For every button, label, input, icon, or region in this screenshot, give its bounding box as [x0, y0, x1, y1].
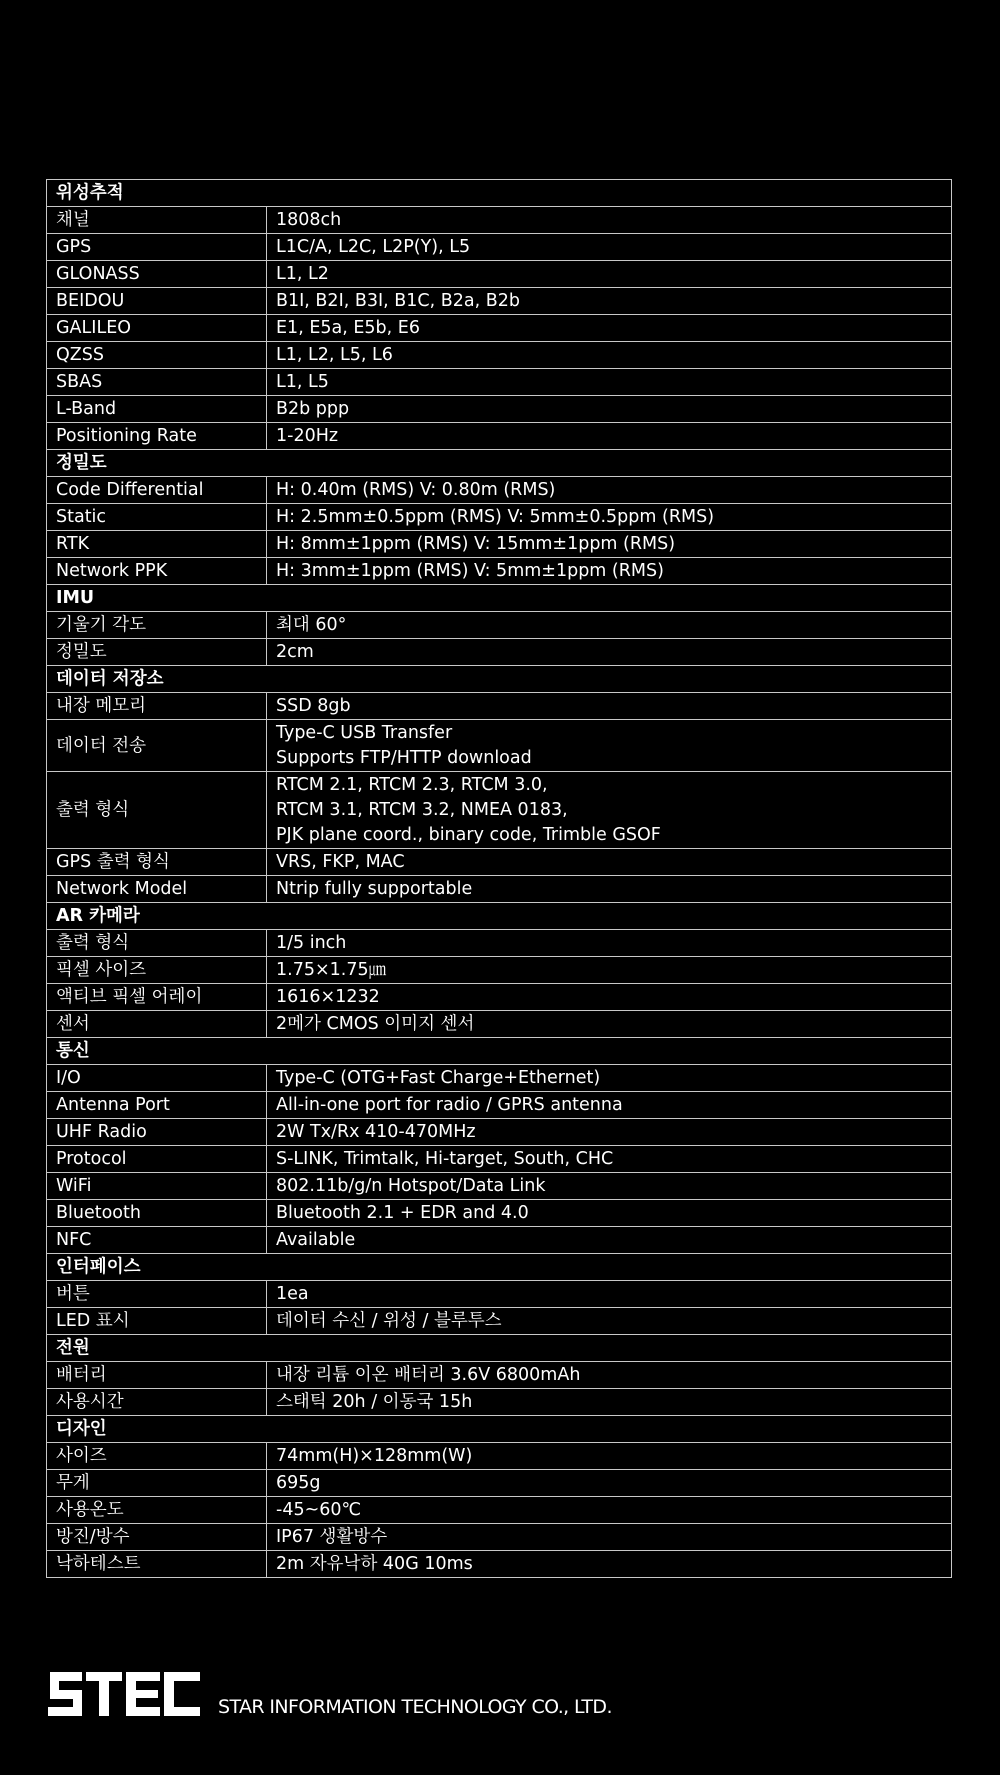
spec-value	[267, 477, 952, 504]
spec-row	[47, 1146, 952, 1173]
spec-row	[47, 1308, 952, 1335]
spec-row	[47, 531, 952, 558]
spec-value-line: RTCM 3.1, RTCM 3.2, NMEA 0183,	[276, 800, 568, 820]
spec-value	[267, 772, 952, 849]
spec-row	[47, 984, 952, 1011]
spec-table-body	[47, 180, 952, 1578]
spec-label: WiFi	[47, 1173, 267, 1200]
spec-row	[47, 720, 952, 772]
spec-row	[47, 1011, 952, 1038]
spec-value-line: H: 0.40m (RMS) V: 0.80m (RMS)	[276, 480, 556, 500]
spec-value-line: 1616×1232	[276, 987, 380, 1007]
spec-label: 사용시간	[47, 1389, 267, 1416]
spec-label: Network PPK	[47, 558, 267, 585]
spec-row	[47, 1470, 952, 1497]
spec-value	[267, 849, 952, 876]
spec-label: Code Differential	[47, 477, 267, 504]
spec-label: 무게	[47, 1470, 267, 1497]
spec-label: RTK	[47, 531, 267, 558]
spec-row	[47, 772, 952, 849]
spec-label: 내장 메모리	[47, 693, 267, 720]
spec-label: GPS	[47, 234, 267, 261]
spec-row	[47, 957, 952, 984]
stec-logo	[46, 1670, 202, 1718]
spec-value-line: 1-20Hz	[276, 426, 339, 446]
spec-value	[267, 1524, 952, 1551]
spec-value-line: 내장 리튬 이온 배터리 3.6V 6800mAh	[276, 1365, 581, 1385]
spec-value-line: 2cm	[276, 642, 314, 662]
spec-label: Antenna Port	[47, 1092, 267, 1119]
spec-value-line: L1, L5	[276, 372, 329, 392]
spec-label: UHF Radio	[47, 1119, 267, 1146]
spec-value	[267, 234, 952, 261]
section-header-row	[47, 1038, 952, 1065]
footer	[46, 1668, 612, 1718]
spec-row	[47, 1227, 952, 1254]
spec-row	[47, 504, 952, 531]
spec-row	[47, 234, 952, 261]
spec-row	[47, 693, 952, 720]
spec-value-line: PJK plane coord., binary code, Trimble GSOF	[276, 825, 661, 845]
spec-row	[47, 639, 952, 666]
spec-value	[267, 288, 952, 315]
section-header-row	[47, 585, 952, 612]
section-header-row	[47, 180, 952, 207]
spec-row	[47, 261, 952, 288]
spec-row	[47, 930, 952, 957]
spec-value-line: B1I, B2I, B3I, B1C, B2a, B2b	[276, 291, 521, 311]
spec-label: SBAS	[47, 369, 267, 396]
spec-value	[267, 957, 952, 984]
spec-value	[267, 261, 952, 288]
section-title: 인터페이스	[47, 1254, 952, 1281]
spec-value	[267, 1146, 952, 1173]
spec-label: 액티브 픽셀 어레이	[47, 984, 267, 1011]
spec-value	[267, 423, 952, 450]
section-header-row	[47, 450, 952, 477]
spec-value	[267, 531, 952, 558]
spec-label: GLONASS	[47, 261, 267, 288]
spec-label: 사이즈	[47, 1443, 267, 1470]
spec-label: 출력 형식	[47, 930, 267, 957]
spec-row	[47, 342, 952, 369]
spec-row	[47, 1443, 952, 1470]
spec-value	[267, 876, 952, 903]
spec-value	[267, 1389, 952, 1416]
spec-row	[47, 1551, 952, 1578]
spec-value-line: E1, E5a, E5b, E6	[276, 318, 420, 338]
section-title: 데이터 저장소	[47, 666, 952, 693]
spec-row	[47, 1497, 952, 1524]
spec-row	[47, 1389, 952, 1416]
spec-value	[267, 396, 952, 423]
spec-value-line: Bluetooth 2.1 + EDR and 4.0	[276, 1203, 529, 1223]
spec-label: 정밀도	[47, 639, 267, 666]
spec-value-line: Available	[276, 1230, 356, 1250]
spec-table	[46, 179, 952, 1578]
spec-value-line: L1, L2	[276, 264, 329, 284]
spec-row	[47, 1065, 952, 1092]
spec-row	[47, 1119, 952, 1146]
spec-label: Network Model	[47, 876, 267, 903]
spec-value-line: IP67 생활방수	[276, 1527, 388, 1547]
spec-value-line: B2b ppp	[276, 399, 350, 419]
section-header-row	[47, 666, 952, 693]
spec-value	[267, 1551, 952, 1578]
spec-label: GALILEO	[47, 315, 267, 342]
spec-value	[267, 342, 952, 369]
spec-value	[267, 930, 952, 957]
section-title: AR 카메라	[47, 903, 952, 930]
section-title: IMU	[47, 585, 952, 612]
company-name: STAR INFORMATION TECHNOLOGY CO., LTD.	[218, 1696, 612, 1718]
spec-value-line: 스태틱 20h / 이동국 15h	[276, 1392, 473, 1412]
spec-label: 낙하테스트	[47, 1551, 267, 1578]
spec-value-line: Ntrip fully supportable	[276, 879, 473, 899]
spec-row	[47, 477, 952, 504]
section-title: 전원	[47, 1335, 952, 1362]
spec-row	[47, 288, 952, 315]
spec-value	[267, 1173, 952, 1200]
spec-label: 방진/방수	[47, 1524, 267, 1551]
spec-value-line: H: 3mm±1ppm (RMS) V: 5mm±1ppm (RMS)	[276, 561, 664, 581]
spec-value	[267, 369, 952, 396]
spec-row	[47, 876, 952, 903]
spec-label: I/O	[47, 1065, 267, 1092]
spec-value-line: 데이터 수신 / 위성 / 블루투스	[276, 1311, 502, 1331]
spec-value-line: S-LINK, Trimtalk, Hi-target, South, CHC	[276, 1149, 614, 1169]
spec-row	[47, 558, 952, 585]
spec-value	[267, 1011, 952, 1038]
spec-value-line: 1ea	[276, 1284, 309, 1304]
spec-label: 배터리	[47, 1362, 267, 1389]
section-header-row	[47, 1416, 952, 1443]
spec-value-line: All-in-one port for radio / GPRS antenna	[276, 1095, 623, 1115]
section-header-row	[47, 1335, 952, 1362]
spec-label: 채널	[47, 207, 267, 234]
spec-row	[47, 849, 952, 876]
section-title: 정밀도	[47, 450, 952, 477]
section-title: 디자인	[47, 1416, 952, 1443]
spec-value-line: 802.11b/g/n Hotspot/Data Link	[276, 1176, 546, 1196]
spec-value-line: 2m 자유낙하 40G 10ms	[276, 1554, 473, 1574]
spec-row	[47, 369, 952, 396]
spec-value	[267, 1362, 952, 1389]
spec-value	[267, 1470, 952, 1497]
spec-value-line: L1, L2, L5, L6	[276, 345, 393, 365]
spec-value	[267, 315, 952, 342]
spec-label: 출력 형식	[47, 772, 267, 849]
spec-value	[267, 504, 952, 531]
spec-value	[267, 612, 952, 639]
spec-label: QZSS	[47, 342, 267, 369]
spec-value-line: 1808ch	[276, 210, 342, 230]
spec-label: 기울기 각도	[47, 612, 267, 639]
spec-row	[47, 1281, 952, 1308]
section-title: 통신	[47, 1038, 952, 1065]
spec-value-line: 695g	[276, 1473, 321, 1493]
spec-value	[267, 1227, 952, 1254]
spec-label: 픽셀 사이즈	[47, 957, 267, 984]
spec-row	[47, 1173, 952, 1200]
spec-row	[47, 1524, 952, 1551]
spec-value	[267, 1065, 952, 1092]
spec-label: 데이터 전송	[47, 720, 267, 772]
spec-value	[267, 639, 952, 666]
spec-value	[267, 207, 952, 234]
spec-label: 센서	[47, 1011, 267, 1038]
spec-row	[47, 612, 952, 639]
spec-value	[267, 1443, 952, 1470]
spec-label: Bluetooth	[47, 1200, 267, 1227]
spec-value-line: H: 8mm±1ppm (RMS) V: 15mm±1ppm (RMS)	[276, 534, 676, 554]
spec-value-line: Type-C USB Transfer	[276, 723, 453, 743]
spec-value	[267, 1119, 952, 1146]
spec-label: NFC	[47, 1227, 267, 1254]
spec-value-line: RTCM 2.1, RTCM 2.3, RTCM 3.0,	[276, 775, 548, 795]
spec-value	[267, 693, 952, 720]
section-header-row	[47, 1254, 952, 1281]
spec-value-line: VRS, FKP, MAC	[276, 852, 405, 872]
spec-value-line: 74mm(H)×128mm(W)	[276, 1446, 473, 1466]
spec-label: LED 표시	[47, 1308, 267, 1335]
spec-row	[47, 1362, 952, 1389]
spec-value-line: SSD 8gb	[276, 696, 351, 716]
spec-value-line: Supports FTP/HTTP download	[276, 748, 532, 768]
spec-value	[267, 1281, 952, 1308]
spec-value-line: 2W Tx/Rx 410-470MHz	[276, 1122, 476, 1142]
spec-label: BEIDOU	[47, 288, 267, 315]
spec-label: 사용온도	[47, 1497, 267, 1524]
spec-value	[267, 1092, 952, 1119]
spec-label: L-Band	[47, 396, 267, 423]
spec-value-line: 2메가 CMOS 이미지 센서	[276, 1014, 475, 1034]
spec-label: 버튼	[47, 1281, 267, 1308]
section-header-row	[47, 903, 952, 930]
spec-row	[47, 207, 952, 234]
spec-row	[47, 1200, 952, 1227]
spec-label: GPS 출력 형식	[47, 849, 267, 876]
spec-label: Positioning Rate	[47, 423, 267, 450]
spec-label: Protocol	[47, 1146, 267, 1173]
spec-value	[267, 1308, 952, 1335]
spec-value-line: L1C/A, L2C, L2P(Y), L5	[276, 237, 471, 257]
spec-row	[47, 315, 952, 342]
spec-value-line: H: 2.5mm±0.5ppm (RMS) V: 5mm±0.5ppm (RMS)	[276, 507, 715, 527]
spec-value-line: -45~60℃	[276, 1500, 362, 1520]
spec-value-line: 1.75×1.75㎛	[276, 960, 387, 980]
spec-value-line: Type-C (OTG+Fast Charge+Ethernet)	[276, 1068, 601, 1088]
section-title: 위성추적	[47, 180, 952, 207]
spec-value	[267, 720, 952, 772]
spec-row	[47, 1092, 952, 1119]
spec-value-line: 1/5 inch	[276, 933, 347, 953]
spec-label: Static	[47, 504, 267, 531]
spec-value	[267, 558, 952, 585]
spec-row	[47, 423, 952, 450]
spec-row	[47, 396, 952, 423]
spec-value	[267, 1200, 952, 1227]
spec-value	[267, 1497, 952, 1524]
spec-value	[267, 984, 952, 1011]
spec-value-line: 최대 60°	[276, 615, 347, 635]
